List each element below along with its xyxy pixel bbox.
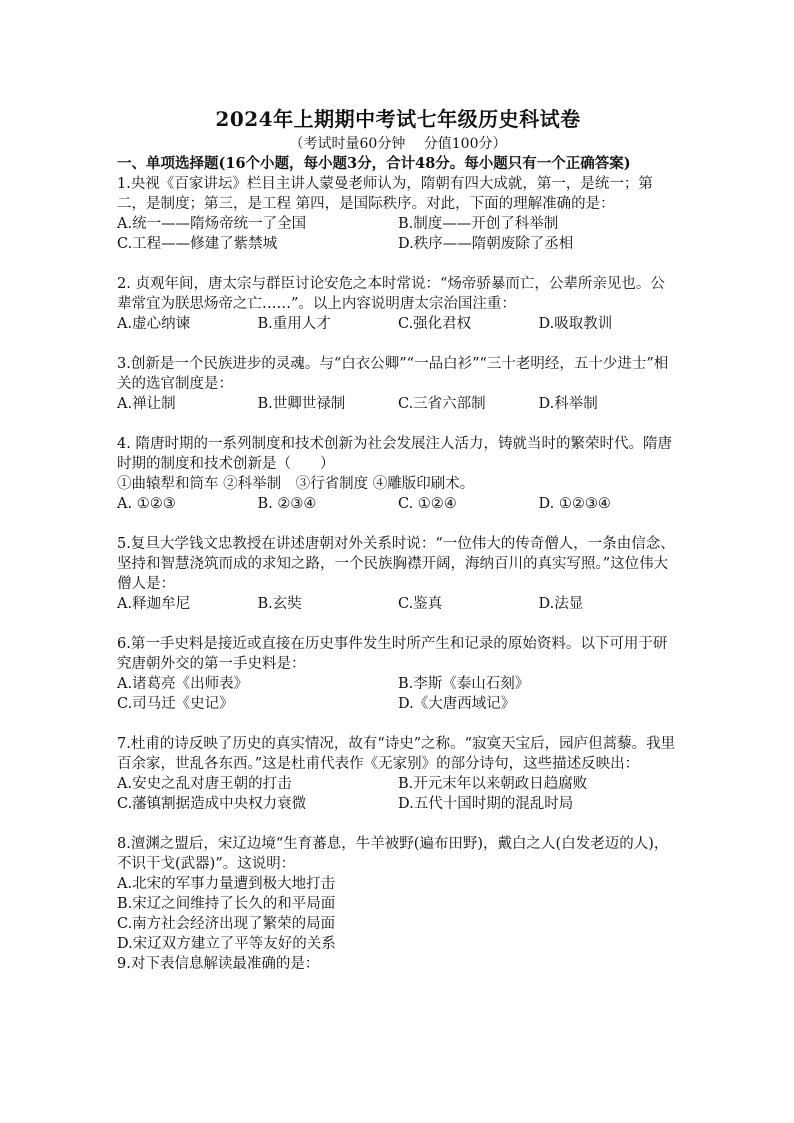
option-list (117, 394, 679, 414)
page-title: 2024年上期期中考试七年级历史科试卷 (215, 107, 581, 131)
question-4 (117, 434, 679, 514)
option-b: B.玄奘 (257, 596, 302, 612)
option-d: D.吸取教训 (538, 316, 613, 332)
option-list (117, 494, 679, 514)
option-a: A.安史之乱对唐王朝的打击 (117, 776, 292, 792)
question-stem: 9.对下表信息解读最准确的是： (117, 956, 320, 972)
question-8 (117, 834, 679, 954)
question-6 (117, 634, 679, 714)
option-c: C.三省六部制 (398, 396, 486, 412)
option-c: C.鉴真 (398, 596, 443, 612)
option-d: D.科举制 (538, 396, 598, 412)
question-stem: 1.央视《百家讲坛》栏目主讲人蒙曼老师认为，隋朝有四大成就，第一，是统一；第二，是制度；第三，是工程 第四，是国际秩序。对此，下面的理解准确的是： (117, 176, 653, 212)
option-a: A.诸葛亮《出师表》 (117, 676, 249, 692)
option-list (117, 674, 679, 714)
option-c: C.强化君权 (398, 316, 472, 332)
option-c: C. ①②④ (398, 496, 457, 512)
option-list (117, 214, 679, 254)
option-list (117, 874, 679, 954)
question-stem: 5.复旦大学钱文忠教授在讲述唐朝对外关系时说：“一位伟大的传奇僧人，一条由信念、坚持和智慧浇筑而成的求知之路，一个民族胸襟开阔，海纳百川的真实写照。”这位伟大僧人是： (117, 536, 675, 592)
exam-info: （考试时量60分钟 分值100分） (289, 136, 507, 152)
option-c: C.南方社会经济出现了繁荣的局面 (117, 916, 336, 932)
option-b: B.制度——开创了科举制 (398, 216, 559, 232)
option-b: B.开元末年以来朝政日趋腐败 (398, 776, 588, 792)
option-a: A.禅让制 (117, 396, 176, 412)
question-stem: 8.澶渊之盟后，宋辽边境“生育蕃息，牛羊被野(遍布田野)，戴白之人(白发老迈的人)，不识干戈(武器)”。这说明： (117, 836, 669, 872)
option-d: D.秩序——隋朝废除了丞相 (398, 236, 574, 252)
option-a: A.统一——隋炀帝统一了全国 (117, 216, 307, 232)
question-choices-list: ①曲辕犁和筒车 ②科举制 ③行省制度 ④雕版印刷术。 (117, 476, 475, 492)
question-7 (117, 734, 679, 814)
question-stem: 2. 贞观年间，唐太宗与群臣讨论安危之本时常说：“炀帝骄暴而亡，公辈所亲见也。公辈常宜为朕思炀帝之亡……”。以上内容说明唐太宗治国注重： (117, 276, 665, 312)
option-b: B. ②③④ (257, 496, 317, 512)
question-3 (117, 354, 679, 414)
option-b: B.李斯《泰山石刻》 (398, 676, 530, 692)
option-c: C.司马迁《史记》 (117, 696, 234, 712)
option-b: B.重用人才 (257, 316, 331, 332)
option-a: A.北宋的军事力量遭到极大地打击 (117, 876, 336, 892)
option-d: D.《大唐西域记》 (398, 696, 516, 712)
option-c: C.藩镇割据造成中央权力衰微 (117, 796, 307, 812)
section-heading: 一、单项选择题(16个小题，每小题3分，合计48分。每小题只有一个正确答案) (117, 155, 631, 172)
option-list (117, 774, 679, 814)
option-a: A.释迦牟尼 (117, 596, 191, 612)
option-a: A. ①②③ (117, 496, 176, 512)
question-stem: 4. 隋唐时期的一系列制度和技术创新为社会发展注人活力，铸就当时的繁荣时代。隋唐时期的制度和技术创新是（ ） (117, 436, 672, 472)
option-d: D.法显 (538, 596, 584, 612)
option-b: B.世卿世禄制 (257, 396, 346, 412)
option-list (117, 594, 679, 614)
question-2 (117, 274, 679, 334)
question-stem: 7.杜甫的诗反映了历史的真实情况，故有“诗史”之称。“寂寞天宝后，园庐但蒿藜。我里百余家，世乱各东西。”这是杜甫代表作《无家别》的部分诗句，这些描述反映出： (117, 736, 676, 772)
question-1 (117, 174, 679, 254)
exam-page (117, 104, 679, 974)
question-stem: 3.创新是一个民族进步的灵魂。与“白衣公卿”“一品白衫”“三十老明经，五十少进士”相关的选官制度是： (117, 356, 669, 392)
option-a: A.虚心纳谏 (117, 316, 191, 332)
option-d: D.五代十国时期的混乱时局 (398, 796, 574, 812)
question-5 (117, 534, 679, 614)
question-9 (117, 954, 679, 974)
option-c: C.工程——修建了紫禁城 (117, 236, 278, 252)
option-list (117, 314, 679, 334)
option-d: D. ①②③④ (538, 496, 611, 512)
question-stem: 6.第一手史料是接近或直接在历史事件发生时所产生和记录的原始资料。以下可用于研究唐朝外交的第一手史料是： (117, 636, 668, 672)
option-b: B.宋辽之间维持了长久的和平局面 (117, 896, 336, 912)
option-d: D.宋辽双方建立了平等友好的关系 (117, 936, 336, 952)
